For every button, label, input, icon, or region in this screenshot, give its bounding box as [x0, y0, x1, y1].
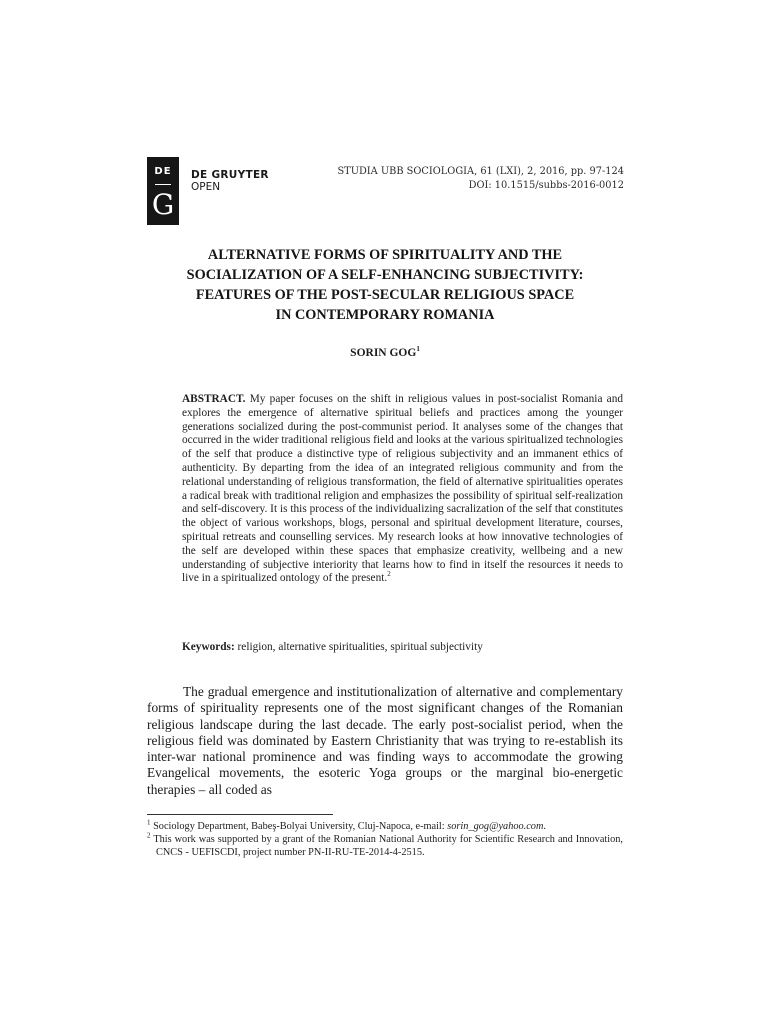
footnote-1 — [147, 820, 623, 833]
publisher-name-main: DE GRUYTER — [191, 169, 269, 181]
publisher-logo — [147, 157, 179, 225]
abstract — [182, 393, 623, 586]
publisher-name-sub: OPEN — [191, 181, 221, 193]
footnote-2 — [147, 833, 623, 859]
footnote-2-text: This work was supported by a grant of the Romanian National Authority for Scientific Research and Innovation, CNCS - UEFISCDI, project number PN-II-RU-TE-2014-4-2515. — [153, 834, 623, 858]
footnotes — [147, 820, 623, 859]
footnote-1-mark: 1 — [147, 818, 151, 827]
title-line-4: IN CONTEMPORARY ROMANIA — [275, 307, 495, 323]
keywords-text: religion, alternative spiritualities, spiritual subjectivity — [237, 641, 483, 653]
keywords — [182, 640, 623, 654]
abstract-footnote-mark: 2 — [387, 570, 391, 579]
footnote-1-end: . — [543, 821, 546, 832]
journal-doi: DOI: 10.1515/subbs-2016-0012 — [468, 180, 624, 191]
footnote-1-text: Sociology Department, Babeş-Bolyai University, Cluj-Napoca, e-mail: — [153, 821, 445, 832]
footnote-divider — [147, 814, 333, 815]
logo-divider — [155, 184, 171, 185]
journal-header — [337, 165, 624, 193]
journal-citation: STUDIA UBB SOCIOLOGIA, 61 (LXI), 2, 2016, pp. 97-124 — [337, 166, 624, 177]
title-line-2: SOCIALIZATION OF A SELF-ENHANCING SUBJECTIVITY: — [186, 267, 584, 283]
abstract-text: My paper focuses on the shift in religious values in post-socialist Romania and explores the emergence of alternative spiritual beliefs and practices among the younger generations socialized during the post-communist period. It analyses some of the changes that occurred in the wider traditional religious field and looks at the various spiritualized technologies of the self that produce a distinctive type of religious subjectivity and an immanent ethics of authenticity. By departing from the idea of an integrated religious community and from the relational understanding of religious transformation, the field of alternative spiritualities operates a radical break with traditional religion and emphasizes the possibility of spiritual self-realization and self-discovery. It is this process of the individualizing sacralization of the self that constitutes the object of various workshops, blogs, personal and spiritual development literature, courses, spiritual retreats and counselling services. My research looks at how innovative technologies of the self are developed within these spaces that emphasize creativity, wellbeing and a new understanding of subjective interiority that learns how to find in itself the resources it needs to live in a spiritualized ontology of the present. — [182, 393, 623, 585]
logo-de-mark: DE — [154, 166, 172, 177]
abstract-label: ABSTRACT. — [182, 393, 246, 405]
footnote-2-mark: 2 — [147, 831, 151, 840]
author-name — [147, 346, 623, 360]
title-line-1: ALTERNATIVE FORMS OF SPIRITUALITY AND THE — [207, 247, 563, 263]
author-footnote-mark: 1 — [416, 345, 420, 354]
author-text: SORIN GOG — [350, 347, 417, 359]
paper-title — [147, 245, 623, 325]
publisher-name — [191, 169, 269, 193]
keywords-label: Keywords: — [182, 641, 235, 653]
logo-g-mark: G — [151, 188, 175, 221]
author-email-link[interactable]: sorin_gog@yahoo.com — [447, 821, 544, 832]
body-paragraph: The gradual emergence and institutionalization of alternative and complementary forms of spirituality represents one of the most significant changes of the Romanian religious landscape during the last decade. The early post-socialist period, when the religious field was dominated by Eastern Christianity that was trying to re-establish its inter-war national prominence and was finding ways to accommodate the growing Evangelical movements, the esoteric Yoga groups or the marginal bio-energetic therapies – all coded as — [147, 684, 623, 797]
title-line-3: FEATURES OF THE POST-SECULAR RELIGIOUS SPACE — [195, 287, 575, 303]
